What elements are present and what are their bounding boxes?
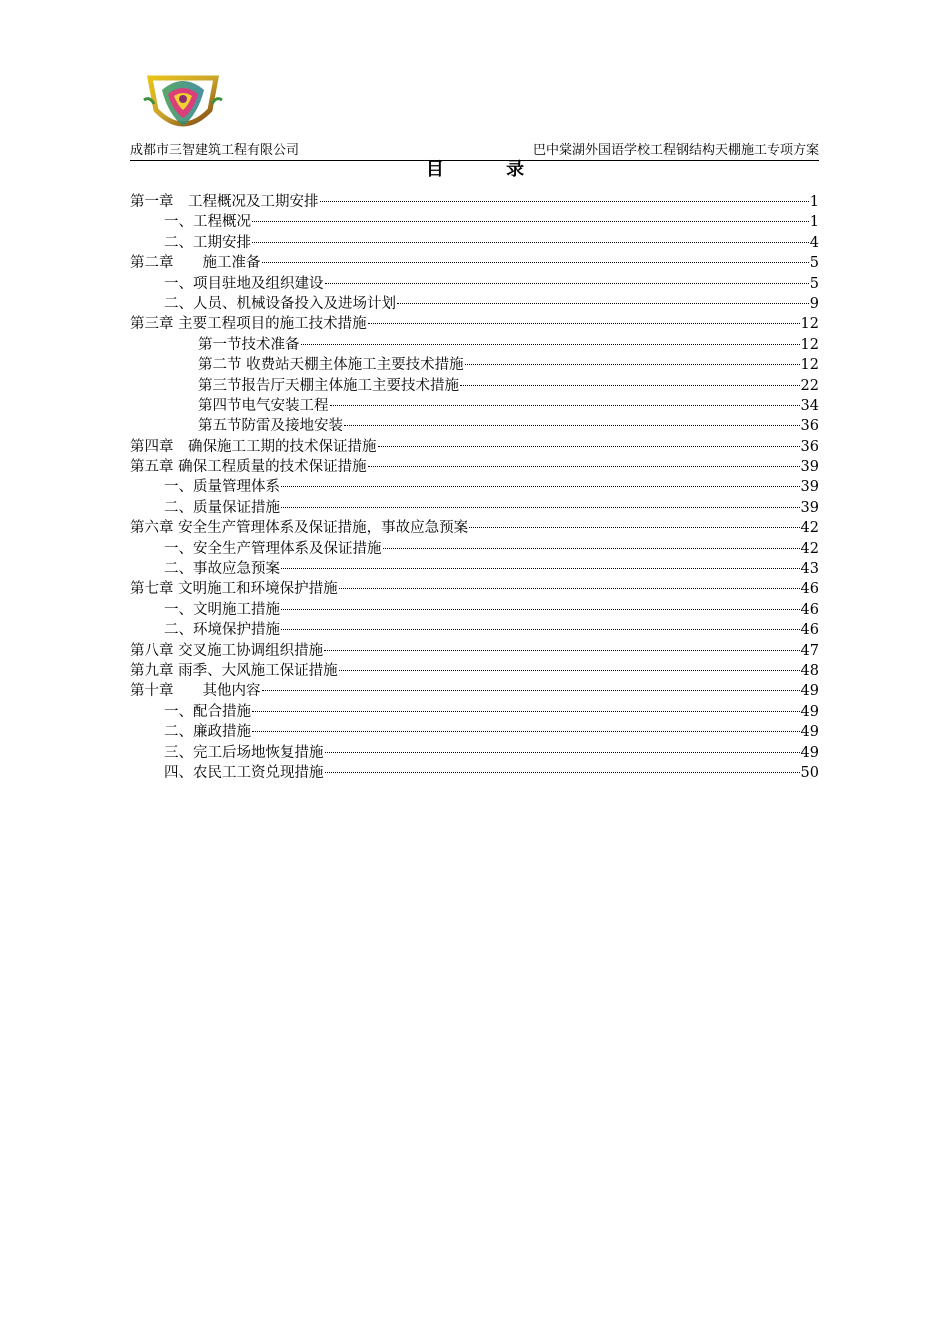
toc-dot-leader — [324, 649, 799, 651]
toc-entry-label: 第四章 确保施工工期的技术保证措施 — [130, 438, 377, 455]
toc-entry[interactable] — [130, 294, 819, 314]
toc-entry-label: 二、事故应急预案 — [164, 561, 280, 578]
toc-dot-leader — [281, 485, 800, 487]
toc-entry-label: 第四节电气安装工程 — [198, 397, 329, 414]
toc-entry[interactable] — [130, 416, 819, 436]
toc-dot-leader — [320, 200, 809, 202]
toc-dot-leader — [262, 689, 800, 691]
toc-entry[interactable] — [130, 579, 819, 599]
toc-entry-label: 第三节报告厅天棚主体施工主要技术措施 — [198, 377, 459, 394]
toc-entry[interactable] — [130, 212, 819, 232]
toc-dot-leader — [339, 669, 800, 671]
toc-entry[interactable] — [130, 335, 819, 355]
toc-entry[interactable] — [130, 600, 819, 620]
toc-dot-leader — [469, 526, 799, 528]
toc-entry-label: 一、配合措施 — [164, 703, 251, 720]
toc-dot-leader — [330, 404, 800, 406]
toc-entry-page-number: 43 — [800, 561, 819, 578]
toc-dot-leader — [252, 730, 800, 732]
toc-entry-page-number: 46 — [800, 601, 819, 618]
toc-entry[interactable] — [130, 763, 819, 783]
toc-entry-label: 第二节 收费站天棚主体施工主要技术措施 — [198, 357, 464, 374]
toc-entry-label: 三、完工后场地恢复措施 — [164, 744, 324, 761]
toc-entry-page-number: 49 — [800, 703, 819, 720]
toc-entry-page-number: 22 — [800, 377, 819, 394]
toc-dot-leader — [368, 465, 800, 467]
toc-entry[interactable] — [130, 661, 819, 681]
toc-entry[interactable] — [130, 314, 819, 334]
toc-entry-label: 四、农民工工资兑现措施 — [164, 764, 324, 781]
toc-entry[interactable] — [130, 355, 819, 375]
toc-dot-leader — [339, 587, 800, 589]
toc-dot-leader — [281, 608, 800, 610]
toc-entry-label: 第六章 安全生产管理体系及保证措施，事故应急预案 — [130, 520, 469, 537]
toc-entry-label: 一、项目驻地及组织建设 — [164, 275, 324, 292]
toc-entry[interactable] — [130, 457, 819, 477]
toc-dot-leader — [281, 506, 800, 508]
toc-entry-page-number: 1 — [809, 194, 819, 210]
toc-entry-label: 二、人员、机械设备投入及进场计划 — [164, 295, 396, 312]
toc-entry-label: 第一章 工程概况及工期安排 — [130, 194, 319, 210]
toc-dot-leader — [383, 547, 800, 549]
toc-dot-leader — [465, 363, 800, 365]
toc-entry-page-number: 34 — [800, 397, 819, 414]
toc-entry-label: 第十章 其他内容 — [130, 683, 261, 700]
toc-entry[interactable] — [130, 539, 819, 559]
toc-entry-label: 第九章 雨季、大风施工保证措施 — [130, 662, 338, 679]
toc-entry[interactable] — [130, 376, 819, 396]
toc-entry[interactable] — [130, 641, 819, 661]
toc-entry-label: 一、质量管理体系 — [164, 479, 280, 496]
company-logo — [140, 70, 226, 140]
toc-entry-page-number: 5 — [809, 255, 819, 272]
toc-dot-leader — [325, 771, 800, 773]
toc-entry[interactable] — [130, 396, 819, 416]
toc-entry-page-number: 39 — [800, 499, 819, 516]
toc-entry-page-number: 50 — [800, 764, 819, 781]
toc-entry-page-number: 9 — [809, 295, 819, 312]
toc-dot-leader — [344, 424, 800, 426]
toc-entry[interactable] — [130, 681, 819, 701]
toc-entry-label: 第五节防雷及接地安装 — [198, 418, 343, 435]
toc-dot-leader — [325, 751, 800, 753]
table-of-contents — [130, 192, 819, 783]
toc-entry-page-number: 5 — [809, 275, 819, 292]
toc-entry-page-number: 42 — [800, 520, 819, 537]
toc-entry[interactable] — [130, 192, 819, 212]
toc-dot-leader — [252, 241, 809, 243]
toc-entry-page-number: 49 — [800, 683, 819, 700]
toc-entry-label: 二、质量保证措施 — [164, 499, 280, 516]
toc-entry-page-number: 39 — [800, 459, 819, 476]
toc-entry[interactable] — [130, 498, 819, 518]
toc-entry-label: 一、文明施工措施 — [164, 601, 280, 618]
toc-entry[interactable] — [130, 620, 819, 640]
toc-dot-leader — [281, 567, 800, 569]
toc-entry[interactable] — [130, 233, 819, 253]
toc-entry-label: 一、安全生产管理体系及保证措施 — [164, 540, 382, 557]
toc-dot-leader — [325, 282, 809, 284]
toc-entry-label: 第七章 文明施工和环境保护措施 — [130, 581, 338, 598]
toc-entry-label: 第三章 主要工程项目的施工技术措施 — [130, 316, 367, 333]
toc-dot-leader — [281, 628, 800, 630]
toc-entry-page-number: 46 — [800, 622, 819, 639]
toc-entry-label: 第八章 交叉施工协调组织措施 — [130, 642, 324, 659]
toc-entry-page-number: 36 — [800, 418, 819, 435]
toc-entry-page-number: 12 — [800, 316, 819, 333]
toc-entry-page-number: 49 — [800, 744, 819, 761]
toc-dot-leader — [252, 220, 809, 222]
toc-entry-page-number: 47 — [800, 642, 819, 659]
toc-entry[interactable] — [130, 559, 819, 579]
header-company-name: 成都市三智建筑工程有限公司 — [130, 143, 300, 158]
toc-dot-leader — [252, 710, 800, 712]
header-project-title: 巴中棠湖外国语学校工程钢结构天棚施工专项方案 — [532, 143, 819, 158]
toc-entry-page-number: 42 — [800, 540, 819, 557]
toc-entry-page-number: 39 — [800, 479, 819, 496]
toc-dot-leader — [301, 343, 800, 345]
toc-entry[interactable] — [130, 722, 819, 742]
toc-entry-label: 一、工程概况 — [164, 214, 251, 231]
toc-entry[interactable] — [130, 253, 819, 273]
company-logo-icon — [140, 70, 226, 140]
toc-entry[interactable] — [130, 477, 819, 497]
toc-dot-leader — [262, 261, 809, 263]
toc-dot-leader — [368, 322, 800, 324]
toc-entry-label: 二、环境保护措施 — [164, 622, 280, 639]
toc-dot-leader — [397, 302, 809, 304]
toc-dot-leader — [460, 384, 800, 386]
toc-entry-page-number: 36 — [800, 438, 819, 455]
toc-entry[interactable] — [130, 743, 819, 763]
toc-entry-page-number: 12 — [800, 357, 819, 374]
toc-entry[interactable] — [130, 437, 819, 457]
toc-entry-page-number: 49 — [800, 724, 819, 741]
toc-entry-label: 第一节技术准备 — [198, 336, 300, 353]
toc-dot-leader — [378, 445, 800, 447]
toc-entry-label: 二、廉政措施 — [164, 724, 251, 741]
toc-entry-page-number: 46 — [800, 581, 819, 598]
toc-entry-label: 第二章 施工准备 — [130, 255, 261, 272]
toc-entry[interactable] — [130, 274, 819, 294]
toc-entry-label: 二、工期安排 — [164, 234, 251, 251]
toc-title: 目 录 — [425, 159, 553, 180]
toc-entry[interactable] — [130, 702, 819, 722]
toc-entry-page-number: 4 — [809, 234, 819, 251]
toc-entry-page-number: 12 — [800, 336, 819, 353]
toc-entry-page-number: 48 — [800, 662, 819, 679]
toc-entry-label: 第五章 确保工程质量的技术保证措施 — [130, 459, 367, 476]
toc-entry[interactable] — [130, 518, 819, 538]
toc-entry-page-number: 1 — [809, 214, 819, 231]
